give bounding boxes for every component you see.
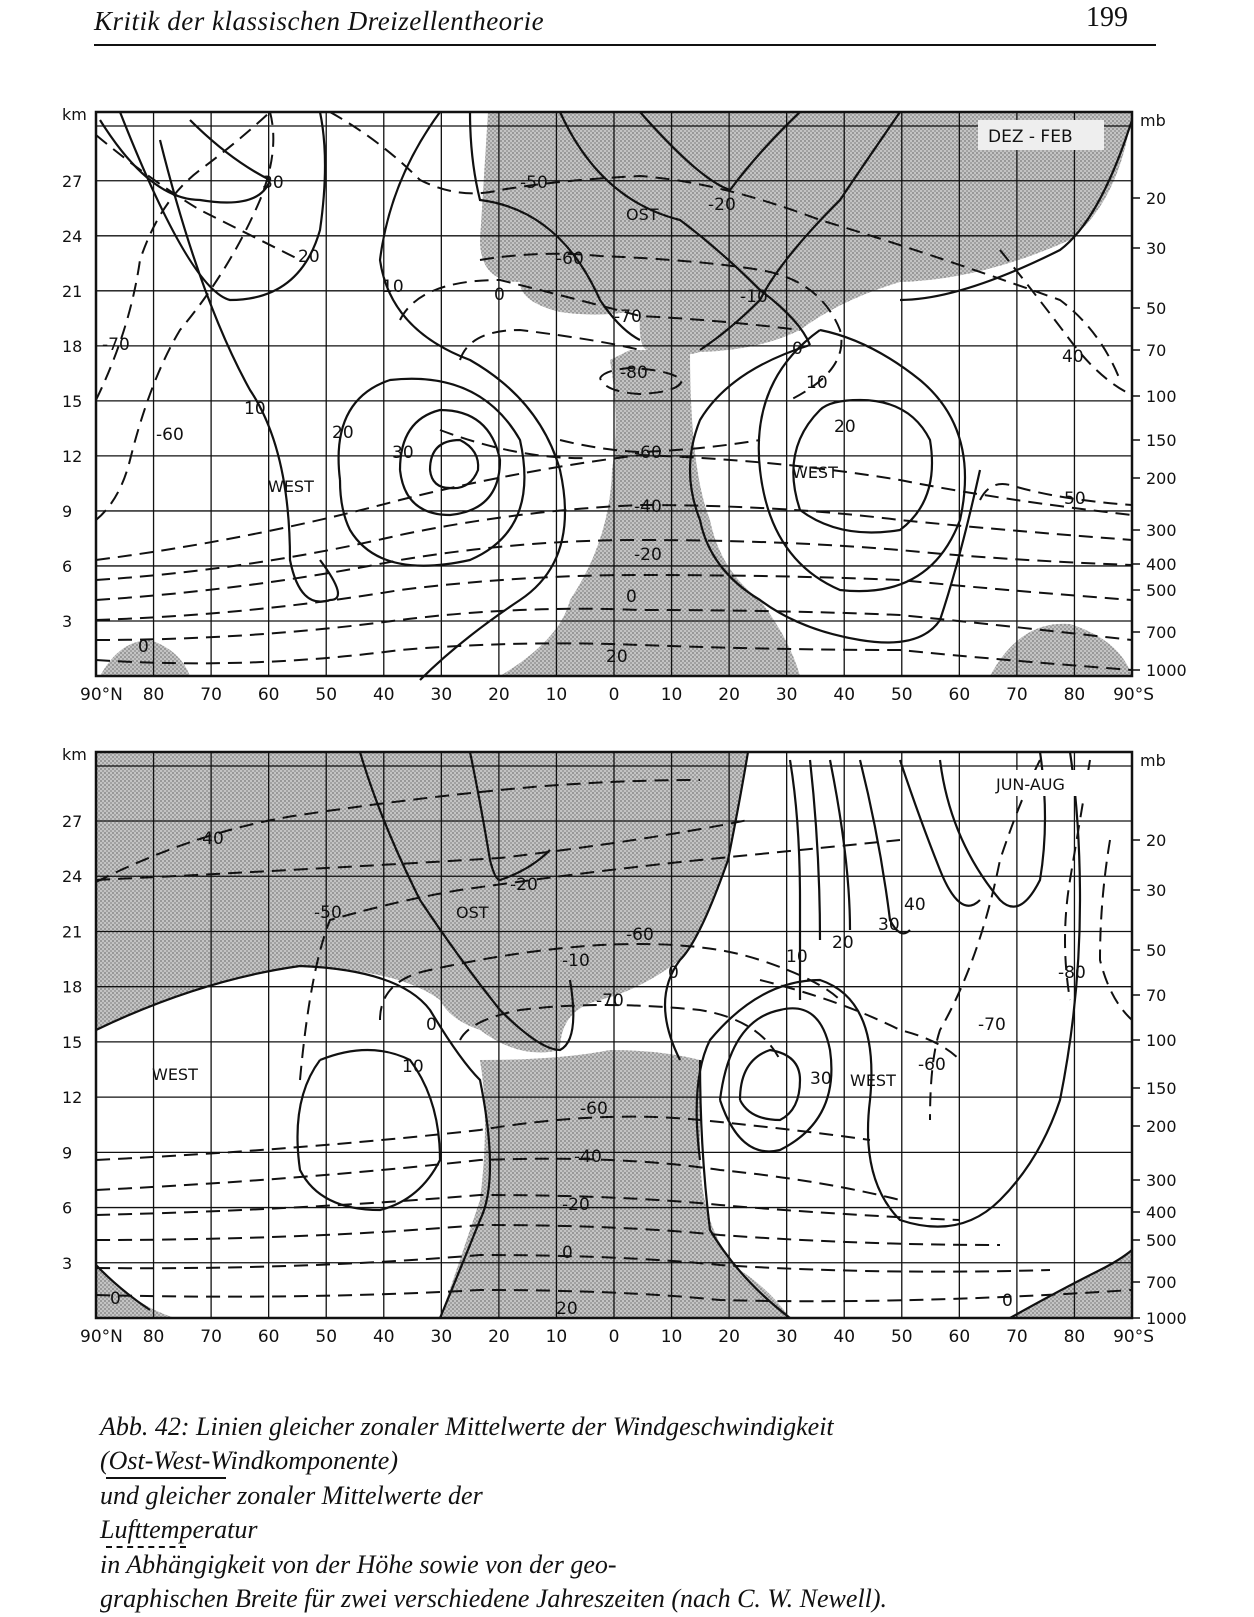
temperature-label: -60 [918,1055,946,1075]
latitude-tick-label: 70 [200,685,222,705]
mb-tick-label: 30 [1146,239,1167,258]
caption-line [100,1513,1150,1582]
temperature-label: -40 [196,829,224,849]
latitude-tick-label: 30 [775,685,798,705]
mb-axis-ticks [1132,189,1187,680]
km-tick-label: 21 [62,922,83,942]
temperature-label: -80 [1058,963,1086,983]
caption-text: und gleicher zonaler Mittelwerte der [100,1481,483,1510]
mb-tick-label: 30 [1146,881,1167,900]
km-axis-ticks [62,812,82,1273]
temperature-label: -50 [314,903,342,923]
km-tick-label: 24 [62,226,83,246]
temperature-label: -40 [574,1147,602,1167]
region-label-west: WEST [152,1065,198,1084]
wind-label: -10 [562,951,590,971]
latitude-tick-label: 10 [545,1327,568,1347]
mb-tick-label: 150 [1146,431,1177,450]
latitude-tick-label: 70 [1006,685,1028,705]
latitude-tick-label: 50 [315,685,338,705]
mb-tick-label: 500 [1146,1231,1177,1250]
mb-tick-label: 500 [1146,581,1177,600]
km-tick-label: 15 [62,391,83,411]
latitude-tick-label: 40 [833,685,856,705]
mb-tick-label: 70 [1146,341,1167,360]
caption-text: (Ost-West-Windkomponente) [100,1445,398,1475]
km-tick-label: 21 [62,281,83,301]
right-axis-unit: mb [1140,751,1166,770]
panel-dec-feb [62,105,1187,705]
temperature-label: 0 [562,1243,573,1263]
temperature-label: -60 [556,249,584,269]
latitude-tick-label: 80 [142,685,165,705]
east-wind-region [440,1050,790,1318]
km-tick-label: 9 [62,501,73,521]
season-label: DEZ - FEB [988,127,1073,147]
temperature-label: -20 [562,1195,590,1215]
latitude-tick-label: 30 [430,685,453,705]
latitude-tick-label: 50 [890,685,913,705]
running-header-title: Kritik der klassischen Dreizellentheorie [94,6,545,36]
wind-label: 0 [426,1015,437,1035]
mb-tick-label: 300 [1146,521,1177,540]
mb-tick-label: 70 [1146,986,1167,1005]
wind-label: 0 [792,339,803,359]
wind-label: 0 [110,1289,121,1309]
latitude-tick-label: 40 [833,1327,856,1347]
temperature-label: -70 [596,991,624,1011]
mb-tick-label: 150 [1146,1079,1177,1098]
latitude-tick-label: 30 [430,1327,453,1347]
wind-label: -20 [708,195,736,215]
mb-tick-label: 400 [1146,1203,1177,1222]
mb-tick-label: 50 [1146,299,1167,318]
latitude-tick-label: 0 [608,1327,620,1347]
wind-label: -20 [510,875,538,895]
latitude-tick-label: 90°S [1113,1327,1154,1347]
mb-tick-label: 400 [1146,555,1177,574]
km-tick-label: 27 [62,171,83,191]
temperature-label: -20 [634,545,662,565]
mb-tick-label: 1000 [1146,1309,1187,1328]
wind-label: 20 [332,423,354,443]
latitude-tick-label: 10 [660,685,683,705]
season-label: JUN-AUG [996,775,1065,794]
mb-tick-label: 700 [1146,623,1177,642]
temperature-label: -70 [978,1015,1006,1035]
km-tick-label: 18 [62,336,83,356]
km-axis-ticks [62,172,82,631]
km-tick-label: 12 [62,446,83,466]
latitude-tick-label: 80 [1063,1327,1086,1347]
region-label-west: WEST [268,477,314,496]
km-tick-label: 12 [62,1088,83,1108]
latitude-tick-label: 30 [775,1327,798,1347]
wind-label: 10 [244,399,266,419]
temperature-label: 20 [606,647,628,667]
km-tick-label: 6 [62,556,73,576]
latitude-tick-label: 90°S [1113,685,1154,705]
right-axis-unit: mb [1140,111,1166,130]
latitude-tick-label: 40 [372,1327,395,1347]
page-number: 199 [1086,2,1128,33]
temperature-label: -60 [156,425,184,445]
latitude-tick-label: 50 [315,1327,338,1347]
latitude-tick-label: 60 [257,685,280,705]
mb-tick-label: 20 [1146,189,1167,208]
latitude-tick-label: 90°N [80,685,123,705]
temperature-label: 50 [1064,489,1086,509]
latitude-tick-label: 20 [718,1327,740,1347]
wind-label: 20 [834,417,856,437]
km-tick-label: 18 [62,977,83,997]
latitude-axis-ticks [80,685,1154,705]
temperature-label: -60 [580,1099,608,1119]
left-axis-unit: km [62,105,87,124]
mb-tick-label: 200 [1146,1117,1177,1136]
km-tick-label: 27 [62,812,83,832]
latitude-tick-label: 20 [488,1327,510,1347]
km-tick-label: 3 [62,611,73,631]
km-tick-label: 24 [62,867,83,887]
panel-jun-aug [62,745,1187,1347]
wind-label: 0 [668,963,679,983]
wind-label: 30 [810,1069,832,1089]
temperature-label: -40 [634,497,662,517]
km-tick-label: 3 [62,1253,73,1273]
mb-axis-ticks [1132,831,1187,1328]
temperature-label: 40 [1062,347,1084,367]
wind-label: 30 [878,915,900,935]
dashed-line-legend-swatch [106,1546,186,1548]
mb-tick-label: 200 [1146,469,1177,488]
caption-text: Lufttemperatur [100,1514,258,1544]
caption-line: graphischen Breite für zwei verschiedene Jahreszeiten (nach C. W. Newell). [100,1583,888,1613]
latitude-tick-label: 20 [488,685,510,705]
wind-label: 10 [786,947,808,967]
wind-label: 30 [392,443,414,463]
mb-tick-label: 1000 [1146,661,1187,680]
wind-label: 10 [402,1057,424,1077]
wind-label: 0 [138,637,149,657]
temperature-label: -60 [634,443,662,463]
latitude-tick-label: 70 [200,1327,222,1347]
figure-caption [100,1410,1150,1615]
wind-label: 30 [262,173,284,193]
latitude-axis-ticks [80,1327,1154,1347]
wind-label: 20 [832,933,854,953]
mb-tick-label: 100 [1146,387,1177,406]
latitude-tick-label: 60 [948,685,971,705]
wind-label: 20 [298,247,320,267]
km-tick-label: 15 [62,1032,83,1052]
km-tick-label: 6 [62,1198,73,1218]
wind-label: -10 [740,287,768,307]
wind-label: 10 [382,277,404,297]
caption-line [100,1444,1150,1513]
east-wind-region [96,1265,175,1318]
latitude-tick-label: 60 [948,1327,971,1347]
latitude-tick-label: 60 [257,1327,280,1347]
latitude-tick-label: 80 [142,1327,165,1347]
region-label-ost: OST [626,205,659,224]
km-tick-label: 9 [62,1143,73,1163]
solid-line-legend-swatch [106,1477,226,1479]
region-label-west: WEST [850,1071,896,1090]
region-label-west: WEST [792,463,838,482]
temperature-label: -60 [626,925,654,945]
temperature-label: -50 [520,173,548,193]
mb-tick-label: 20 [1146,831,1167,850]
latitude-tick-label: 20 [718,685,740,705]
temperature-label: -70 [102,335,130,355]
wind-label: 0 [494,285,505,305]
temperature-label: -80 [620,363,648,383]
region-label-ost: OST [456,903,489,922]
mb-tick-label: 50 [1146,941,1167,960]
mb-tick-label: 100 [1146,1031,1177,1050]
caption-text: in Abhängigkeit von der Höhe sowie von der geo- [100,1550,617,1579]
latitude-tick-label: 70 [1006,1327,1028,1347]
temperature-label: 20 [556,1299,578,1319]
latitude-tick-label: 0 [608,685,620,705]
latitude-tick-label: 10 [545,685,568,705]
left-axis-unit: km [62,745,87,764]
temperature-label: 0 [626,587,637,607]
mb-tick-label: 300 [1146,1171,1177,1190]
wind-label: 10 [806,373,828,393]
caption-line: Abb. 42: Linien gleicher zonaler Mittelwerte der Windgeschwindigkeit [100,1412,834,1441]
wind-label: 40 [904,895,926,915]
latitude-tick-label: 40 [372,685,395,705]
wind-label: 0 [1002,1291,1013,1311]
temperature-label: -70 [614,307,642,327]
latitude-tick-label: 80 [1063,685,1086,705]
latitude-tick-label: 10 [660,1327,683,1347]
mb-tick-label: 700 [1146,1273,1177,1292]
latitude-tick-label: 90°N [80,1327,123,1347]
latitude-tick-label: 50 [890,1327,913,1347]
